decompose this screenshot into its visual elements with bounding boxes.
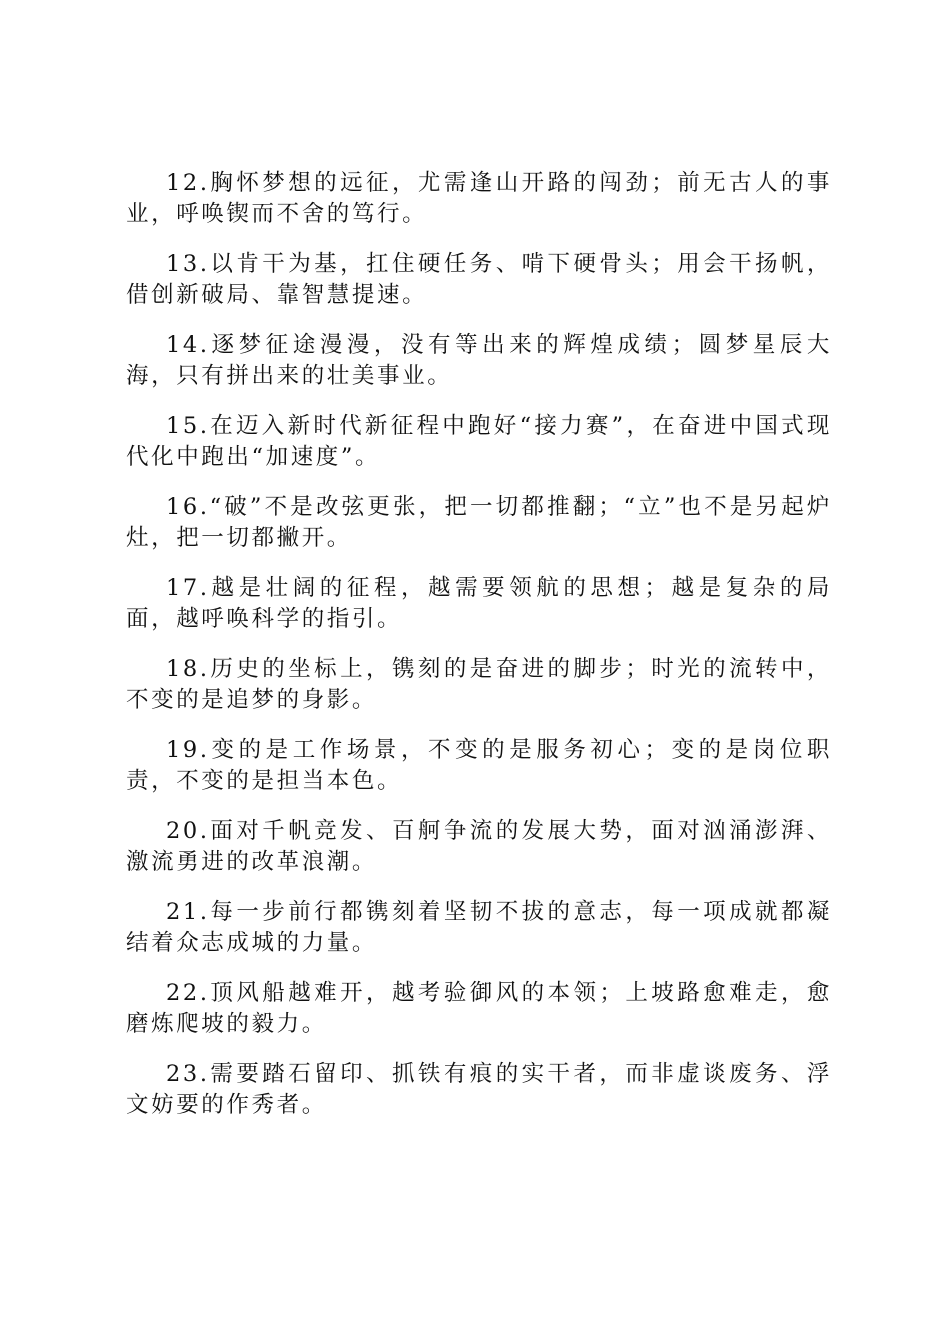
paragraph-19: 19.变的是工作场景，不变的是服务初心；变的是岗位职责，不变的是担当本色。 bbox=[126, 737, 832, 794]
paragraph-17: 17.越是壮阔的征程，越需要领航的思想；越是复杂的局面，越呼唤科学的指引。 bbox=[126, 575, 832, 632]
paragraph-21: 21.每一步前行都镌刻着坚韧不拔的意志，每一项成就都凝结着众志成城的力量。 bbox=[126, 899, 832, 956]
paragraph-20: 20.面对千帆竞发、百舸争流的发展大势，面对汹涌澎湃、激流勇进的改革浪潮。 bbox=[126, 818, 832, 875]
document-body bbox=[126, 168, 832, 1140]
paragraph-12: 12.胸怀梦想的远征，尤需逢山开路的闯劲；前无古人的事业，呼唤锲而不舍的笃行。 bbox=[126, 170, 832, 227]
paragraph-23: 23.需要踏石留印、抓铁有痕的实干者，而非虚谈废务、浮文妨要的作秀者。 bbox=[126, 1061, 832, 1118]
paragraph-16: 16.“破”不是改弦更张，把一切都推翻；“立”也不是另起炉灶，把一切都撇开。 bbox=[126, 494, 832, 551]
paragraph-18: 18.历史的坐标上，镌刻的是奋进的脚步；时光的流转中，不变的是追梦的身影。 bbox=[126, 656, 832, 713]
paragraph-14: 14.逐梦征途漫漫，没有等出来的辉煌成绩；圆梦星辰大海，只有拼出来的壮美事业。 bbox=[126, 332, 832, 389]
paragraph-13: 13.以肯干为基，扛住硬任务、啃下硬骨头；用会干扬帆，借创新破局、靠智慧提速。 bbox=[126, 251, 832, 308]
paragraph-22: 22.顶风船越难开，越考验御风的本领；上坡路愈难走，愈磨炼爬坡的毅力。 bbox=[126, 980, 832, 1037]
paragraph-15: 15.在迈入新时代新征程中跑好“接力赛”，在奋进中国式现代化中跑出“加速度”。 bbox=[126, 413, 832, 470]
